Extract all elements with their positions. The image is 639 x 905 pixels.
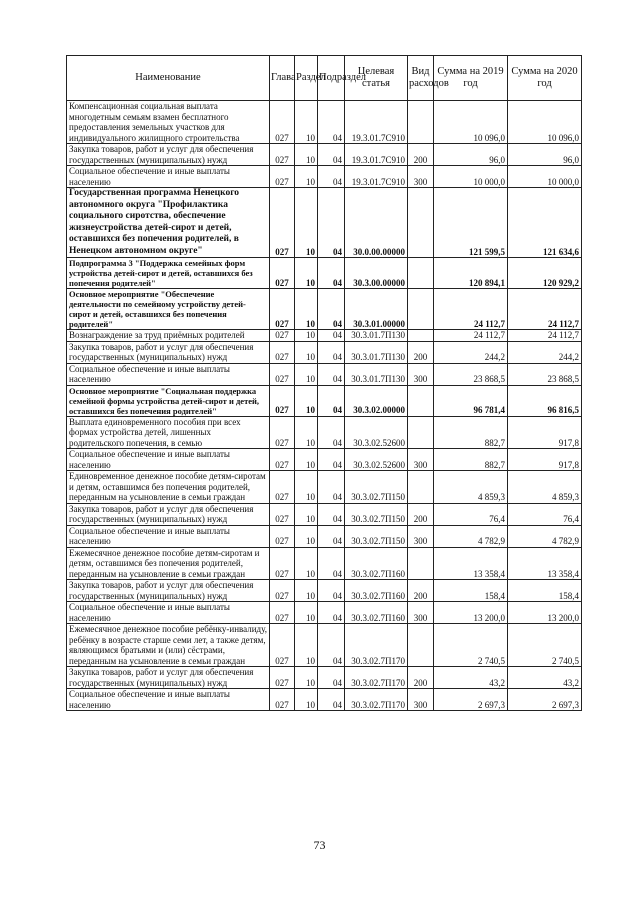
cell-sum-2020: 2 697,3 xyxy=(508,689,582,711)
table-row xyxy=(67,330,582,342)
cell-name: Закупка товаров, работ и услуг для обеспечения государственных (муниципальных) нужд xyxy=(67,503,270,525)
table-row xyxy=(67,689,582,711)
cell-sum-2020: 4 859,3 xyxy=(508,471,582,504)
cell-name: Закупка товаров, работ и услуг для обеспечения государственных (муниципальных) нужд xyxy=(67,144,270,166)
cell-target: 19.3.01.7С910 xyxy=(345,144,408,166)
cell-expense-type: 300 xyxy=(408,449,434,471)
cell-section: 10 xyxy=(295,144,318,166)
cell-name: Вознаграждение за труд приёмных родителей xyxy=(67,330,270,342)
page-number: 73 xyxy=(313,838,326,852)
cell-chapter: 027 xyxy=(270,385,295,416)
cell-chapter: 027 xyxy=(270,689,295,711)
cell-subsection: 04 xyxy=(318,503,345,525)
cell-sum-2020: 4 782,9 xyxy=(508,525,582,547)
cell-chapter: 027 xyxy=(270,341,295,363)
cell-chapter: 027 xyxy=(270,166,295,188)
cell-subsection: 04 xyxy=(318,547,345,580)
cell-name: Социальное обеспечение и иные выплаты населению xyxy=(67,689,270,711)
cell-sum-2019: 13 200,0 xyxy=(434,602,508,624)
cell-target: 30.3.01.7П130 xyxy=(345,330,408,342)
cell-subsection: 04 xyxy=(318,667,345,689)
table-row xyxy=(67,667,582,689)
cell-section: 10 xyxy=(295,416,318,449)
table-row xyxy=(67,525,582,547)
cell-sum-2019: 23 868,5 xyxy=(434,363,508,385)
cell-name: Выплата единовременного пособия при всех формах устройства детей, лишенных родительского попечения, в семью xyxy=(67,416,270,449)
cell-target: 30.3.02.7П170 xyxy=(345,667,408,689)
cell-expense-type: 300 xyxy=(408,602,434,624)
cell-chapter: 027 xyxy=(270,667,295,689)
table-row xyxy=(67,188,582,258)
cell-section: 10 xyxy=(295,289,318,330)
cell-expense-type xyxy=(408,101,434,144)
cell-subsection: 04 xyxy=(318,471,345,504)
cell-sum-2019: 43,2 xyxy=(434,667,508,689)
cell-sum-2020: 96,0 xyxy=(508,144,582,166)
cell-sum-2020: 43,2 xyxy=(508,667,582,689)
cell-sum-2019: 96,0 xyxy=(434,144,508,166)
cell-target: 30.3.02.7П160 xyxy=(345,602,408,624)
cell-section: 10 xyxy=(295,258,318,289)
cell-chapter: 027 xyxy=(270,547,295,580)
cell-target: 30.3.02.7П150 xyxy=(345,503,408,525)
header-name: Наименование xyxy=(67,56,270,101)
cell-name: Подпрограмма 3 "Поддержка семейных форм устройства детей-сирот и детей, оставшихся без попечения родителей" xyxy=(67,258,270,289)
header-expense-type: Вид расходов xyxy=(408,56,434,101)
cell-name: Единовременное денежное пособие детям-сиротам и детям, оставшимся без попечения родителей, переданным на усыновление в семьи граждан xyxy=(67,471,270,504)
cell-subsection: 04 xyxy=(318,580,345,602)
cell-name: Закупка товаров, работ и услуг для обеспечения государственных (муниципальных) нужд xyxy=(67,341,270,363)
cell-section: 10 xyxy=(295,602,318,624)
table-row xyxy=(67,547,582,580)
cell-target: 30.3.02.7П150 xyxy=(345,525,408,547)
cell-target: 30.3.00.00000 xyxy=(345,258,408,289)
cell-target: 30.3.01.7П130 xyxy=(345,341,408,363)
cell-section: 10 xyxy=(295,624,318,667)
cell-target: 30.3.02.7П160 xyxy=(345,580,408,602)
budget-table xyxy=(66,55,582,711)
cell-subsection: 04 xyxy=(318,385,345,416)
cell-chapter: 027 xyxy=(270,525,295,547)
cell-target: 30.3.02.52600 xyxy=(345,449,408,471)
cell-chapter: 027 xyxy=(270,330,295,342)
table-row xyxy=(67,416,582,449)
cell-section: 10 xyxy=(295,580,318,602)
cell-expense-type xyxy=(408,385,434,416)
cell-sum-2020: 158,4 xyxy=(508,580,582,602)
header-sum-2020: Сумма на 2020 год xyxy=(508,56,582,101)
cell-section: 10 xyxy=(295,385,318,416)
table-row xyxy=(67,101,582,144)
cell-sum-2020: 76,4 xyxy=(508,503,582,525)
header-sum-2019: Сумма на 2019 год xyxy=(434,56,508,101)
cell-target: 30.3.01.7П130 xyxy=(345,363,408,385)
cell-name: Ежемесячное денежное пособие ребёнку-инвалиду, ребёнку в возрасте старше семи лет, а также детям, являющимся братьями и (или) сёстрами, переданным на усыновление в семьи граждан xyxy=(67,624,270,667)
cell-subsection: 04 xyxy=(318,289,345,330)
cell-expense-type: 200 xyxy=(408,341,434,363)
cell-expense-type xyxy=(408,416,434,449)
cell-sum-2020: 2 740,5 xyxy=(508,624,582,667)
cell-subsection: 04 xyxy=(318,449,345,471)
table-row xyxy=(67,341,582,363)
cell-sum-2019: 10 096,0 xyxy=(434,101,508,144)
cell-section: 10 xyxy=(295,689,318,711)
cell-subsection: 04 xyxy=(318,689,345,711)
cell-name: Основное мероприятие "Обеспечение деятельности по семейному устройству детей-сирот и детей, оставшихся без попечения родителей" xyxy=(67,289,270,330)
cell-sum-2019: 76,4 xyxy=(434,503,508,525)
cell-sum-2020: 96 816,5 xyxy=(508,385,582,416)
cell-subsection: 04 xyxy=(318,602,345,624)
cell-chapter: 027 xyxy=(270,289,295,330)
cell-subsection: 04 xyxy=(318,258,345,289)
header-subsection: Подраздел xyxy=(318,56,345,101)
cell-target: 30.3.02.52600 xyxy=(345,416,408,449)
cell-sum-2019: 4 782,9 xyxy=(434,525,508,547)
cell-sum-2020: 24 112,7 xyxy=(508,289,582,330)
cell-sum-2019: 882,7 xyxy=(434,416,508,449)
cell-chapter: 027 xyxy=(270,101,295,144)
header-section: Раздел xyxy=(295,56,318,101)
cell-sum-2020: 917,8 xyxy=(508,416,582,449)
cell-subsection: 04 xyxy=(318,624,345,667)
cell-subsection: 04 xyxy=(318,330,345,342)
cell-section: 10 xyxy=(295,503,318,525)
cell-section: 10 xyxy=(295,667,318,689)
table-row xyxy=(67,363,582,385)
cell-sum-2019: 158,4 xyxy=(434,580,508,602)
table-row xyxy=(67,258,582,289)
cell-sum-2020: 10 096,0 xyxy=(508,101,582,144)
cell-expense-type: 300 xyxy=(408,525,434,547)
cell-expense-type xyxy=(408,471,434,504)
cell-sum-2020: 13 200,0 xyxy=(508,602,582,624)
cell-name: Социальное обеспечение и иные выплаты населению xyxy=(67,363,270,385)
cell-sum-2019: 96 781,4 xyxy=(434,385,508,416)
cell-sum-2020: 10 000,0 xyxy=(508,166,582,188)
table-row xyxy=(67,449,582,471)
table-row xyxy=(67,503,582,525)
cell-subsection: 04 xyxy=(318,525,345,547)
cell-chapter: 027 xyxy=(270,363,295,385)
cell-chapter: 027 xyxy=(270,416,295,449)
cell-expense-type xyxy=(408,258,434,289)
cell-chapter: 027 xyxy=(270,258,295,289)
cell-section: 10 xyxy=(295,449,318,471)
table-row xyxy=(67,166,582,188)
cell-section: 10 xyxy=(295,341,318,363)
cell-expense-type xyxy=(408,547,434,580)
cell-name: Социальное обеспечение и иные выплаты населению xyxy=(67,602,270,624)
cell-section: 10 xyxy=(295,166,318,188)
cell-chapter: 027 xyxy=(270,471,295,504)
cell-sum-2020: 23 868,5 xyxy=(508,363,582,385)
table-row xyxy=(67,289,582,330)
cell-subsection: 04 xyxy=(318,101,345,144)
cell-subsection: 04 xyxy=(318,188,345,258)
cell-section: 10 xyxy=(295,471,318,504)
cell-section: 10 xyxy=(295,363,318,385)
cell-name: Основное мероприятие "Социальная поддержка семейной формы устройства детей-сирот и детей, оставшихся без попечения родителей" xyxy=(67,385,270,416)
cell-sum-2019: 24 112,7 xyxy=(434,289,508,330)
cell-name: Социальное обеспечение и иные выплаты населению xyxy=(67,525,270,547)
cell-sum-2020: 120 929,2 xyxy=(508,258,582,289)
table-row xyxy=(67,602,582,624)
cell-expense-type xyxy=(408,289,434,330)
cell-target: 30.3.02.7П170 xyxy=(345,689,408,711)
cell-chapter: 027 xyxy=(270,188,295,258)
cell-sum-2019: 882,7 xyxy=(434,449,508,471)
cell-name: Закупка товаров, работ и услуг для обеспечения государственных (муниципальных) нужд xyxy=(67,667,270,689)
cell-target: 30.3.02.7П170 xyxy=(345,624,408,667)
cell-target: 30.3.02.7П150 xyxy=(345,471,408,504)
cell-name: Социальное обеспечение и иные выплаты населению xyxy=(67,166,270,188)
cell-chapter: 027 xyxy=(270,624,295,667)
cell-name: Закупка товаров, работ и услуг для обеспечения государственных (муниципальных) нужд xyxy=(67,580,270,602)
table-row xyxy=(67,144,582,166)
cell-sum-2019: 4 859,3 xyxy=(434,471,508,504)
cell-sum-2019: 121 599,5 xyxy=(434,188,508,258)
cell-chapter: 027 xyxy=(270,602,295,624)
cell-target: 30.3.02.00000 xyxy=(345,385,408,416)
table-body xyxy=(67,101,582,711)
cell-expense-type xyxy=(408,188,434,258)
cell-name: Ежемесячное денежное пособие детям-сиротам и детям, оставшимся без попечения родителей, переданным на усыновление в семьи граждан xyxy=(67,547,270,580)
cell-sum-2019: 13 358,4 xyxy=(434,547,508,580)
cell-target: 30.3.02.7П160 xyxy=(345,547,408,580)
cell-sum-2019: 244,2 xyxy=(434,341,508,363)
cell-section: 10 xyxy=(295,525,318,547)
cell-chapter: 027 xyxy=(270,503,295,525)
cell-name: Компенсационная социальная выплата многодетным семьям взамен бесплатного предоставления земельных участков для индивидуального жилищного строительства xyxy=(67,101,270,144)
cell-chapter: 027 xyxy=(270,144,295,166)
cell-expense-type: 200 xyxy=(408,667,434,689)
cell-target: 19.3.01.7С910 xyxy=(345,101,408,144)
cell-subsection: 04 xyxy=(318,416,345,449)
header-target: Целевая статья xyxy=(345,56,408,101)
header-chapter: Глава xyxy=(270,56,295,101)
cell-section: 10 xyxy=(295,330,318,342)
cell-subsection: 04 xyxy=(318,166,345,188)
cell-subsection: 04 xyxy=(318,363,345,385)
cell-expense-type: 200 xyxy=(408,503,434,525)
table-row xyxy=(67,471,582,504)
cell-subsection: 04 xyxy=(318,341,345,363)
table-row xyxy=(67,385,582,416)
cell-subsection: 04 xyxy=(318,144,345,166)
cell-name: Государственная программа Ненецкого автономного округа "Профилактика социального сиротства, обеспечение жизнеустройства детей-сирот и детей, оставшихся без попечения родителей, в Ненецком автономном округе" xyxy=(67,188,270,258)
cell-sum-2020: 24 112,7 xyxy=(508,330,582,342)
cell-target: 19.3.01.7С910 xyxy=(345,166,408,188)
cell-target: 30.0.00.00000 xyxy=(345,188,408,258)
cell-sum-2020: 13 358,4 xyxy=(508,547,582,580)
cell-sum-2020: 917,8 xyxy=(508,449,582,471)
cell-section: 10 xyxy=(295,547,318,580)
cell-expense-type xyxy=(408,624,434,667)
cell-sum-2019: 10 000,0 xyxy=(434,166,508,188)
cell-sum-2020: 121 634,6 xyxy=(508,188,582,258)
table-header-row xyxy=(67,56,582,101)
table-row xyxy=(67,624,582,667)
cell-sum-2019: 2 740,5 xyxy=(434,624,508,667)
cell-chapter: 027 xyxy=(270,449,295,471)
cell-expense-type: 200 xyxy=(408,144,434,166)
cell-sum-2020: 244,2 xyxy=(508,341,582,363)
table-row xyxy=(67,580,582,602)
cell-sum-2019: 24 112,7 xyxy=(434,330,508,342)
cell-expense-type: 200 xyxy=(408,580,434,602)
cell-expense-type xyxy=(408,330,434,342)
cell-expense-type: 300 xyxy=(408,689,434,711)
cell-name: Социальное обеспечение и иные выплаты населению xyxy=(67,449,270,471)
cell-expense-type: 300 xyxy=(408,166,434,188)
cell-target: 30.3.01.00000 xyxy=(345,289,408,330)
cell-section: 10 xyxy=(295,101,318,144)
cell-section: 10 xyxy=(295,188,318,258)
cell-sum-2019: 120 894,1 xyxy=(434,258,508,289)
cell-sum-2019: 2 697,3 xyxy=(434,689,508,711)
cell-chapter: 027 xyxy=(270,580,295,602)
cell-expense-type: 300 xyxy=(408,363,434,385)
